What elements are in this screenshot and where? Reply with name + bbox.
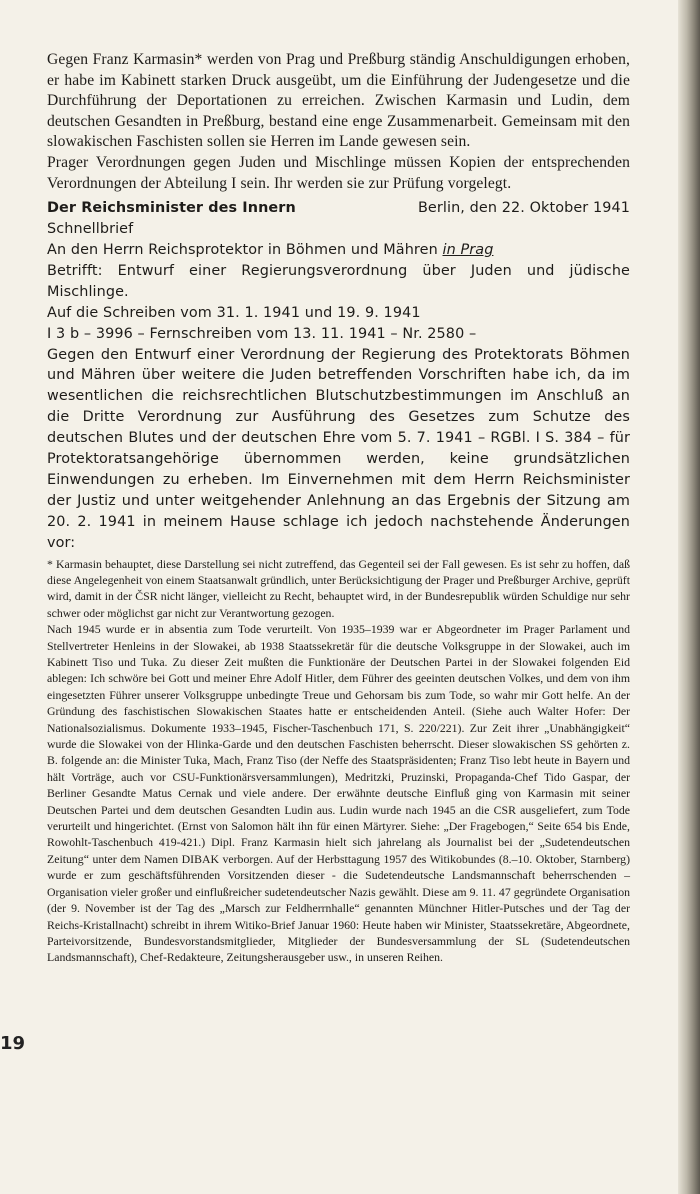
document-subject: Betrifft: Entwurf einer Regierungsverordnung über Juden und jüdische Mischlinge. — [47, 262, 630, 300]
intro-paragraph: Prager Verordnungen gegen Juden und Mischlinge müssen Kopien der entsprechenden Verordnungen der Abteilung I sein. Ihr werden sie zur Prüfung vorgelegt. — [47, 153, 630, 192]
page-number: 19 — [0, 1033, 26, 1054]
document-body: Gegen den Entwurf einer Verordnung der Regierung des Protektorats Böhmen und Mähren über weitere die Juden betreffenden Vorschriften habe ich, da im wesentlichen die reichsrechtlichen Blutschutzbestimmungen im Anschluß an die Dritte Verordnung zur Ausführung des Gesetzes zum Schutze des deutschen Blutes und der deutschen Ehre vom 5. 7. 1941 – RGBl. I S. 384 – für Protektoratsangehörige übernommen werden, keine grundsätzlichen Einwendungen zu erheben. Im Einvernehmen mit dem Herrn Reichsminister der Justiz und unter weitgehender Anlehnung an das Ergebnis der Sitzung am 20. 2. 1941 in meinem Hause schlage ich jedoch nachstehende Änderungen vor: — [47, 346, 630, 551]
page-body — [47, 50, 630, 966]
document-reference: Auf die Schreiben vom 31. 1. 1941 und 19. 9. 1941 — [47, 304, 421, 321]
handwritten-annotation: in Prag — [442, 241, 494, 258]
footnote: * Karmasin behauptet, diese Darstellung sei nicht zutreffend, das Gegenteil sei der Fall gewesen. Es ist sehr zu hoffen, daß diese Angelegenheit von einem Staatsanwalt gründlich, unter Berücksichtigung der Prager und Preßburger Archive, geprüft wird, damit in der ČSR nicht länger, vielleicht zu Recht, behauptet wird, in der Bundesrepublik würden Schuldige nur sehr schwer oder möglichst gar nicht zur Verantwortung gezogen. — [47, 556, 630, 620]
document-sender: Der Reichsminister des Innern — [47, 200, 296, 217]
document-place-date: Berlin, den 22. Oktober 1941 — [417, 200, 630, 217]
document-header-row — [47, 198, 630, 219]
intro-paragraph: Gegen Franz Karmasin* werden von Prag und Preßburg ständig Anschuldigungen erhoben, er habe im Kabinett starken Druck ausgeübt, um die Einführung der Judengesetze und die Durchführung der Deportationen zu erreichen. Zwischen Karmasin und Ludin, dem deutschen Gesandten in Preßburg, bestand eine enge Zusammenarbeit. Gemeinsam mit den slowakischen Faschisten sollen sie Herren im Lande gewesen sein. — [47, 51, 630, 151]
document-type: Schnellbrief — [47, 221, 134, 238]
document-recipient-line — [47, 240, 630, 261]
footnotes — [47, 556, 630, 966]
document-recipient: An den Herrn Reichsprotektor in Böhmen und Mähren — [47, 241, 438, 258]
quoted-document — [47, 198, 630, 553]
document-reference: I 3 b – 3996 – Fernschreiben vom 13. 11. 1941 – Nr. 2580 – — [47, 325, 477, 342]
book-binding-shadow — [678, 0, 700, 1194]
footnote: Nach 1945 wurde er in absentia zum Tode verurteilt. Von 1935–1939 war er Abgeordneter im Prager Parlament und Stellvertreter Henleins in der Slowakei, ab 1938 Staatssekretär für die deutsche Volksgruppe in der Slowakei, auch im Kabinett Tiso und Tuka. Zu dieser Zeit mußten die Funktionäre der Deutschen Partei in der Slowakei folgenden Eid ablegen: Ich schwöre bei Gott und meiner Ehre Adolf Hitler, dem Führer des geeinten deutschen Volkes, und dem von ihm eingesetzten Führer unserer Volksgruppe unbedingte Treue und Gehorsam bis zum Tode, so wahr mir Gott helfe. An der Gründung des faschistischen Slowakischen Staates hatte er entscheidenden Anteil. (Siehe auch Walter Hofer: Der Nationalsozialismus. Dokumente 1933–1945, Fischer-Taschenbuch 171, S. 220/221). Zur Zeit ihrer „Unabhängigkeit“ wurde die Slowakei von der Hlinka-Garde und den deutschen Faschisten beherrscht. Dieser slowakischen SS gehörten z. B. folgende an: die Minister Tuka, Mach, Franz Tiso (der Neffe des Staatspräsidenten; Franz Tiso lebt heute in Bayern und hält Vorträge, auch vor CSU-Funktionärsversammlungen), Medritzki, Pruzinski, Propaganda-Chef Tido Gaspar, der Berliner Gesandte Matus Cernak und viele andere. Der erwähnte deutsche Einfluß ging von Karmasin mit seiner Deutschen Partei und dem deutschen Gesandten Ludin aus. Ludin wurde nach 1945 an die CSR ausgeliefert, zum Tode verurteilt und hingerichtet. (Ernst von Salomon hält ihn für einen Märtyrer. Siehe: „Der Fragebogen,“ Seite 654 bis Ende, Rowohlt-Taschenbuch 419-421.) Dipl. Franz Karmasin hielt sich jahrelang als Journalist bei der „Sudetendeutschen Zeitung“ unter dem Namen DIBAK verborgen. Auf der Herbsttagung 1957 des Witikobundes (8.–10. Oktober, Starnberg) wurde er zum geschäftsführenden Vorsitzenden dieser - die Sudetendeutsche Landsmannschaft beherrschenden – Organisation vieler großer und einflußreicher sudetendeutscher Nazis gewählt. Diese am 9. 11. 47 gegründete Organisation (der 9. November ist der Tag des „Marsch zur Feldherrnhalle“ genannten Münchner Hitler-Putsches und der Tag der Reichs-Kristallnacht) schreibt in ihrem Witiko-Brief Januar 1960: Heute haben wir Minister, Staatssekretäre, Abgeordnete, Parteivorsitzende, Bundesvorstandsmitglieder, Mitglieder der Bundesversammlung der SL (Sudetendeutschen Landsmannschaft), Chef-Redakteure, Zeitungsherausgeber usw., in unseren Reihen. — [47, 622, 630, 965]
